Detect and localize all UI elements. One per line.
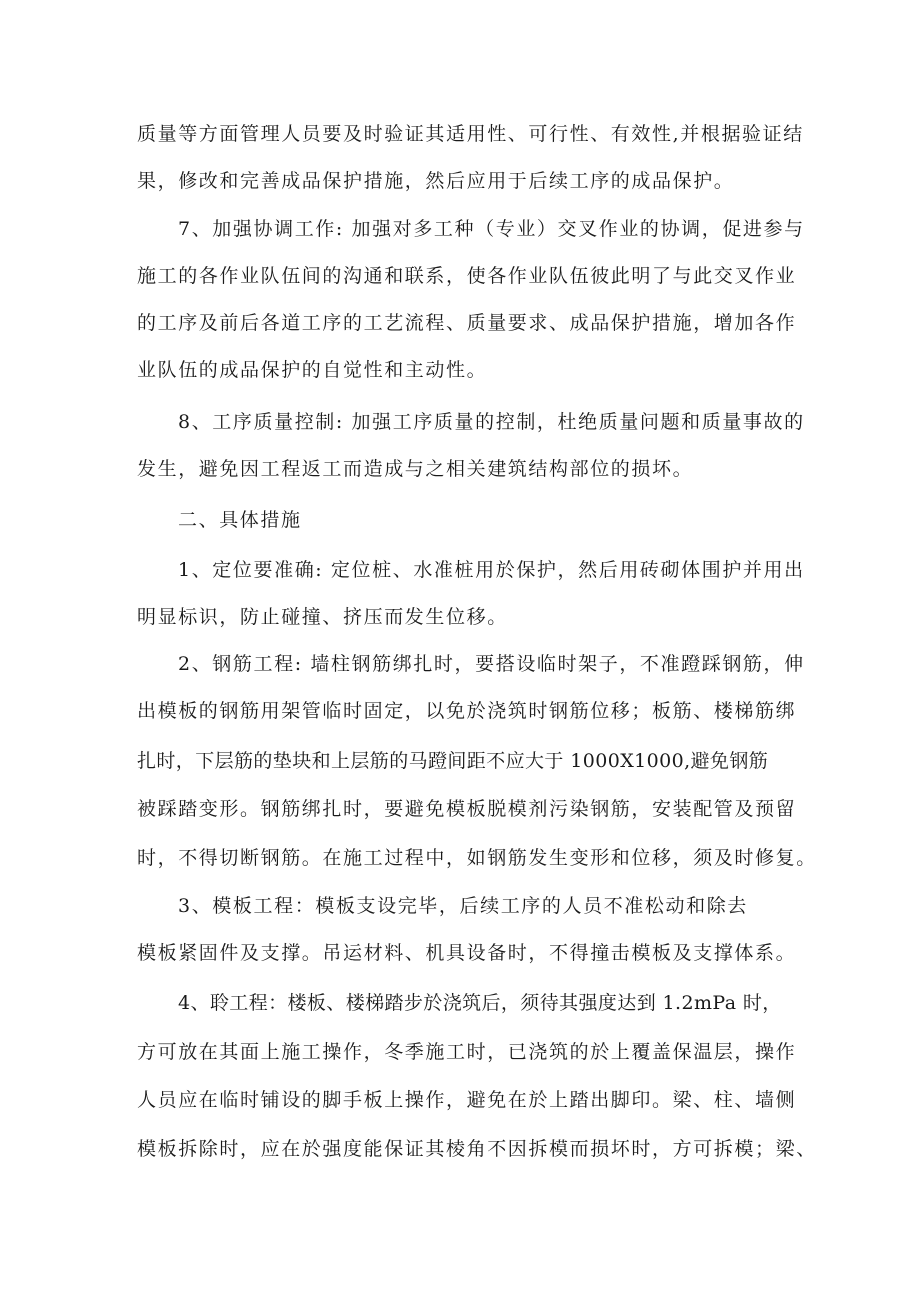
text-line: 方可放在其面上施工操作，冬季施工时，已浇筑的於上覆盖保温层，操作 xyxy=(137,1041,797,1063)
text-line: 施工的各作业队伍间的沟通和联系，使各作业队伍彼此明了与此交叉作业 xyxy=(137,265,797,287)
text-line: 发生，避免因工程返工而造成与之相关建筑结构部位的损坏。 xyxy=(137,458,694,480)
text-line: 质量等方面管理人员要及时验证其适用性、可行性、有效性,并根据验证结 xyxy=(137,123,804,145)
text-line: 业队伍的成品保护的自觉性和主动性。 xyxy=(137,359,488,381)
text-line: 8、工序质量控制: 加强工序质量的控制，杜绝质量问题和质量事故的 xyxy=(178,411,805,433)
text-line: 1、定位要准确: 定位桩、水准桩用於保护，然后用砖砌体围护并用出 xyxy=(178,559,805,581)
text-line: 的工序及前后各道工序的工艺流程、质量要求、成品保护措施，增加各作 xyxy=(137,312,797,334)
text-line: 出模板的钢筋用架管临时固定，以免於浇筑时钢筋位移；板筋、楼梯筋绑 xyxy=(137,700,797,722)
text-line: 7、加强协调工作: 加强对多工种（专业）交叉作业的协调，促进参与 xyxy=(178,218,805,240)
text-line: 时，不得切断钢筋。在施工过程中，如钢筋发生变形和位移，须及时修复。 xyxy=(137,847,817,869)
text-line: 明显标识，防止碰撞、挤压而发生位移。 xyxy=(137,606,508,628)
text-line: 模板紧固件及支撑。吊运材料、机具设备时，不得撞击模板及支撑体系。 xyxy=(137,942,797,964)
text-line: 4、聆工程：楼板、楼梯踏步於浇筑后，须待其强度达到 1.2mPa 时， xyxy=(178,992,782,1014)
text-line: 果，修改和完善成品保护措施，然后应用于后续工序的成品保护。 xyxy=(137,170,735,192)
text-line: 被踩踏变形。钢筋绑扎时，要避免模板脱模剂污染钢筋，安装配管及预留 xyxy=(137,798,797,820)
text-line: 扎时，下层筋的垫块和上层筋的马蹬间距不应大于 1000X1000,避免钢筋 xyxy=(137,750,769,772)
text-line: 3、模板工程：模板支设完毕，后续工序的人员不准松动和除去 xyxy=(178,895,748,917)
text-line: 人员应在临时铺设的脚手板上操作，避免在於上踏出脚印。梁、柱、墙侧 xyxy=(137,1089,797,1111)
section-heading: 二、具体措施 xyxy=(178,509,302,531)
text-line: 模板拆除时，应在於强度能保证其棱角不因拆模而损坏时，方可拆模；梁、 xyxy=(137,1138,817,1160)
text-line: 2、钢筋工程: 墙柱钢筋绑扎时，要搭设临时架子，不准蹬踩钢筋，伸 xyxy=(178,653,805,675)
